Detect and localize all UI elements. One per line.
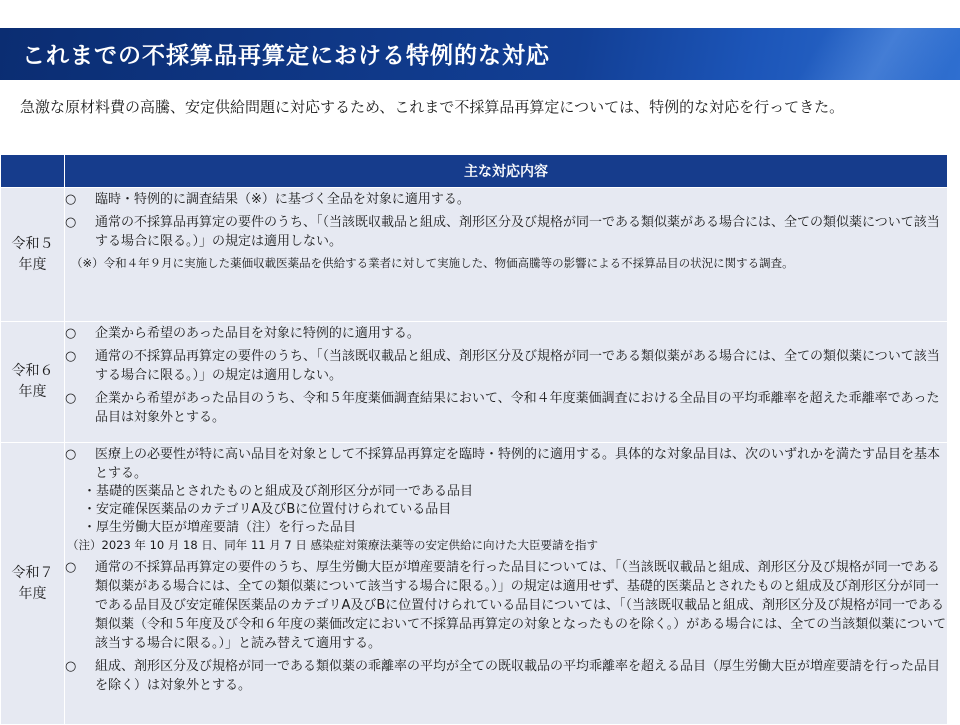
header-year-cell [1, 155, 65, 188]
circle-bullet: ○ [65, 192, 77, 207]
year-label-line2: 年度 [18, 256, 47, 273]
content-cell-r5 [65, 188, 948, 322]
list-item [65, 558, 947, 653]
sub-item: ・厚生労働大臣が増産要請（注）を行った品目 [83, 520, 357, 535]
title-bar [0, 28, 960, 80]
year-label-line1: 令和５ [11, 235, 54, 252]
circle-bullet: ○ [65, 326, 77, 341]
year-label-line2: 年度 [18, 384, 47, 400]
table-row [1, 322, 948, 443]
intro-text: 急激な原材料費の高騰、安定供給問題に対応するため、これまで不採算品再算定については、特例的な対応を行ってきた。 [20, 98, 845, 116]
list-item [65, 190, 947, 209]
circle-bullet: ○ [65, 215, 77, 230]
item-text: 通常の不採算品再算定の要件のうち、「（当該既収載品と組成、剤形区分及び規格が同一である類似薬がある場合には、全ての類似薬について該当する場合に限る。）」の規定は適用しない。 [95, 215, 940, 249]
footnote: （注）2023 年 10 月 18 日、同年 11 月 7 日 感染症対策療法薬等の安定供給に向けた大臣要請を指す [67, 538, 599, 552]
item-text: 企業から希望があった品目のうち、令和５年度薬価調査結果において、令和４年度薬価調査における全品目の平均乖離率を超えた乖離率であった品目は対象外とする。 [95, 391, 940, 425]
sub-item: ・基礎的医薬品とされたものと組成及び剤形区分が同一である品目 [83, 484, 474, 499]
header-content-cell: 主な対応内容 [65, 155, 948, 188]
list-item [65, 389, 947, 427]
year-label-line2: 年度 [18, 585, 47, 602]
item-text: 通常の不採算品再算定の要件のうち、「（当該既収載品と組成、剤形区分及び規格が同一である類似薬がある場合には、全ての類似薬について該当する場合に限る。）」の規定は適用しない。 [95, 349, 940, 383]
circle-bullet: ○ [65, 659, 77, 674]
item-text: 組成、剤形区分及び規格が同一である類似薬の乖離率の平均が全ての既収載品の平均乖離率を超える品目（厚生労働大臣が増産要請を行った品目を除く）は対象外とする。 [95, 659, 941, 693]
sub-item: ・安定確保医薬品のカテゴリA及びBに位置付けられている品目 [83, 502, 452, 517]
table-row [1, 188, 948, 322]
page-title: これまでの不採算品再算定における特例的な対応 [22, 43, 550, 69]
content-cell-r7 [65, 443, 948, 725]
circle-bullet: ○ [65, 391, 77, 406]
content-cell-r6 [65, 322, 948, 443]
list-item [65, 213, 947, 251]
item-text: 企業から希望のあった品目を対象に特例的に適用する。 [95, 326, 420, 341]
circle-bullet: ○ [65, 349, 77, 364]
circle-bullet: ○ [65, 560, 77, 575]
item-text: 臨時・特例的に調査結果（※）に基づく全品を対象に適用する。 [95, 192, 470, 207]
table-row [1, 443, 948, 725]
measures-table [0, 154, 948, 725]
circle-bullet: ○ [65, 447, 77, 462]
year-label-line1: 令和７ [11, 564, 54, 581]
year-cell-r7 [1, 443, 65, 725]
list-item [65, 445, 947, 483]
list-item [65, 657, 947, 695]
item-text: 医療上の必要性が特に高い品目を対象として不採算品再算定を臨時・特例的に適用する。具体的な対象品目は、次のいずれかを満たす品目を基本とする。 [95, 447, 941, 481]
year-cell-r5 [1, 188, 65, 322]
year-label-line1: 令和６ [11, 363, 54, 379]
list-item [65, 347, 947, 385]
year-cell-r6 [1, 322, 65, 443]
list-item [65, 324, 947, 343]
item-text: 通常の不採算品再算定の要件のうち、厚生労働大臣が増産要請を行った品目については、「（当該既収載品と組成、剤形区分及び規格が同一である類似薬がある場合には、全ての類似薬について該当する場合に限る。）」の規定は適用せず、基礎的医薬品とされたものと組成及び剤形区分が同一である品目及び安定確保医薬品のカテゴリA及びBに位置付けられている品目については、「（当該既収載品と組成、剤形区分及び規格が同一である類似薬（令和５年度及び令和６年度の薬価改定において不採算品再算定の対象となったものを除く。）がある場合には、全ての当該類似薬について該当する場合に限る。）」と読み替えて適用する。 [95, 560, 946, 651]
footnote: （※）令和４年９月に実施した薬価収載医薬品を供給する業者に対して実施した、物価高騰等の影響による不採算品目の状況に関する調査。 [71, 256, 794, 270]
table-header-row [1, 155, 948, 188]
